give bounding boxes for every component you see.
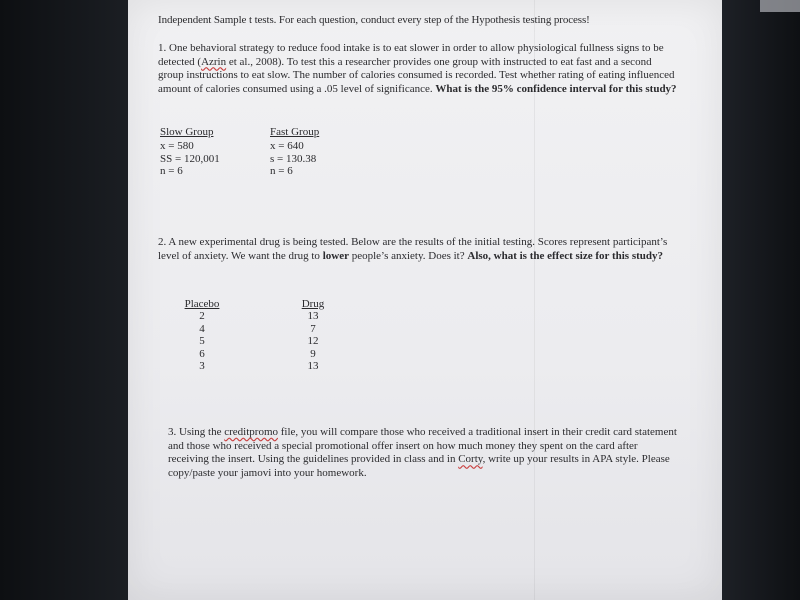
- drug-value: 13: [307, 310, 319, 323]
- q3-text-part3: , write up your results in APA style. Please copy/paste your jamovi into your homework.: [168, 453, 670, 479]
- drug-value: 12: [307, 335, 319, 348]
- placebo-value: 3: [199, 360, 205, 373]
- monitor-bezel-right: [722, 0, 800, 600]
- placebo-value: 2: [199, 310, 205, 323]
- slow-group-mean: x = 580: [160, 140, 194, 153]
- q1-text-part1: 1. One behavioral strategy to reduce food intake is to eat slower in order to allow physiological fullness signs to be detected (: [158, 42, 664, 68]
- drug-value: 7: [310, 322, 316, 335]
- slow-group-heading: Slow Group: [160, 126, 214, 138]
- placebo-value: 4: [199, 322, 205, 335]
- placebo-value: 5: [199, 335, 205, 348]
- placebo-value: 6: [199, 347, 205, 360]
- fast-group-heading: Fast Group: [270, 126, 320, 138]
- q2-bold-question: Also, what is the effect size for this study?: [467, 249, 664, 262]
- question-3: [168, 426, 678, 480]
- question-2: [158, 236, 678, 263]
- placebo-heading: Placebo: [184, 298, 220, 310]
- q3-text-part2: file, you will compare those who received a traditional insert in their credit card statement and those who received a special promotional offer insert on how much money they spent on the card after receiving the insert. Using the guidelines provided in class and in: [168, 426, 677, 466]
- q2-text: 2. A new experimental drug is being tested. Below are the results of the initial testing. Scores represent participant’s level of anxiety. We want the drug to: [158, 236, 668, 262]
- q1-slow-group: [160, 126, 220, 178]
- page-header: Independent Sample t tests. For each question, conduct every step of the Hypothesis testing process!: [158, 14, 590, 26]
- fast-group-s: s = 130.38: [270, 152, 317, 165]
- slow-group-ss: SS = 120,001: [160, 152, 220, 165]
- placebo-column: [180, 298, 224, 372]
- q3-text-part1: 3. Using the: [168, 426, 225, 438]
- q1-bold-question: What is the 95% confidence interval for this study?: [435, 82, 677, 95]
- document-page: [128, 0, 722, 600]
- q3-author: Corty: [458, 453, 483, 466]
- q1-citation: Azrin: [201, 55, 227, 68]
- q1-text-part2: et al., 2008). To test this a researcher provides one group with instructed to eat fast and a second group instructions to eat slow. The number of calories consumed is recorded. Test whether rating of eating influenced amount of calories consumed using a .05 level of significance.: [158, 55, 675, 95]
- drug-value: 9: [310, 347, 316, 360]
- drug-heading: Drug: [301, 298, 325, 310]
- slow-group-n: n = 6: [160, 165, 183, 178]
- q2-bold-word: lower: [322, 249, 349, 262]
- q3-file-name: creditpromo: [224, 426, 278, 438]
- monitor-bezel-left: [0, 0, 128, 600]
- q1-fast-group: [270, 126, 319, 178]
- fast-group-mean: x = 640: [270, 140, 304, 153]
- question-1: [158, 42, 678, 96]
- screen-glare: [760, 0, 800, 12]
- fast-group-n: n = 6: [270, 165, 293, 178]
- q2-text-2: people’s anxiety. Does it?: [348, 249, 468, 262]
- drug-column: [296, 298, 330, 372]
- drug-value: 13: [307, 360, 319, 373]
